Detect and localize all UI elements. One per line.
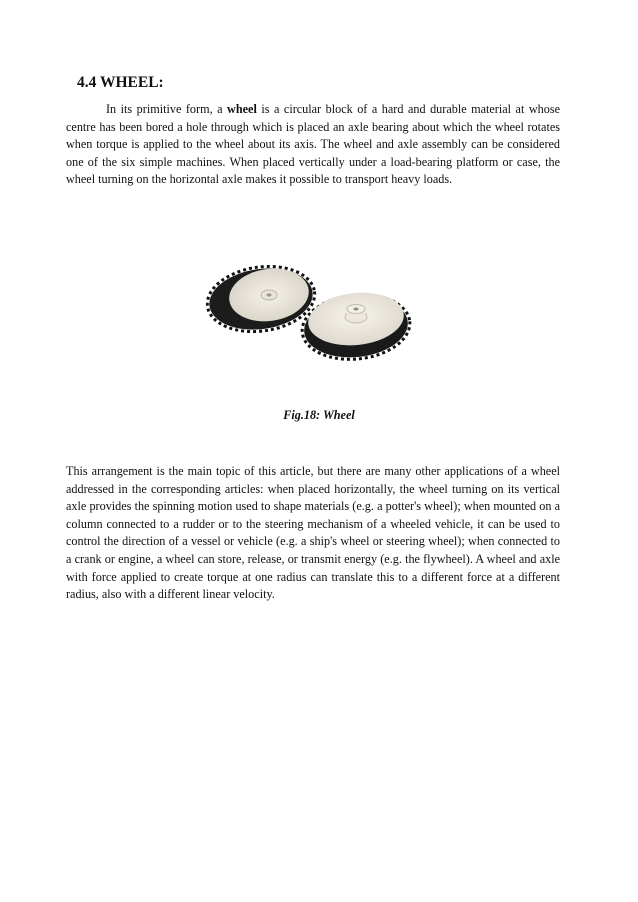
term-wheel: wheel xyxy=(227,102,257,116)
intro-text-rest: is a circular block of a hard and durable material at whose centre has been bored a hole through which is placed an axle bearing about which the wheel rotates when torque is applied to the wheel about its axis. The wheel and axle assembly can be considered one of the six simple machines. When placed vertically under a load-bearing platform or case, the wheel turning on the horizontal axle makes it possible to transport heavy loads. xyxy=(66,102,561,187)
intro-text-start: In its primitive form, a xyxy=(106,102,228,116)
section-heading: 4.4 WHEEL: xyxy=(77,74,164,91)
figure-caption: Fig.18: Wheel xyxy=(283,408,355,422)
wheel-left xyxy=(206,265,319,338)
intro-paragraph xyxy=(66,101,560,189)
wheel-figure xyxy=(206,265,416,365)
wheel-photo-icon xyxy=(206,265,416,365)
wheel-right xyxy=(299,288,413,364)
body-paragraph: This arrangement is the main topic of this article, but there are many other applications of a wheel addressed in the corresponding articles: when placed horizontally, the wheel turning on its vertical axle provides the spinning motion used to shape materials (e.g. a potter's wheel); when mounted on a column connected to a rudder or to the steering mechanism of a wheeled vehicle, it can be used to control the direction of a vessel or vehicle (e.g. a ship's wheel or steering wheel); when connected to a crank or engine, a wheel can store, release, or transmit energy (e.g. the flywheel). A wheel and axle with force applied to create torque at one radius can translate this to a different force at a different radius, also with a different linear velocity. xyxy=(66,464,560,602)
